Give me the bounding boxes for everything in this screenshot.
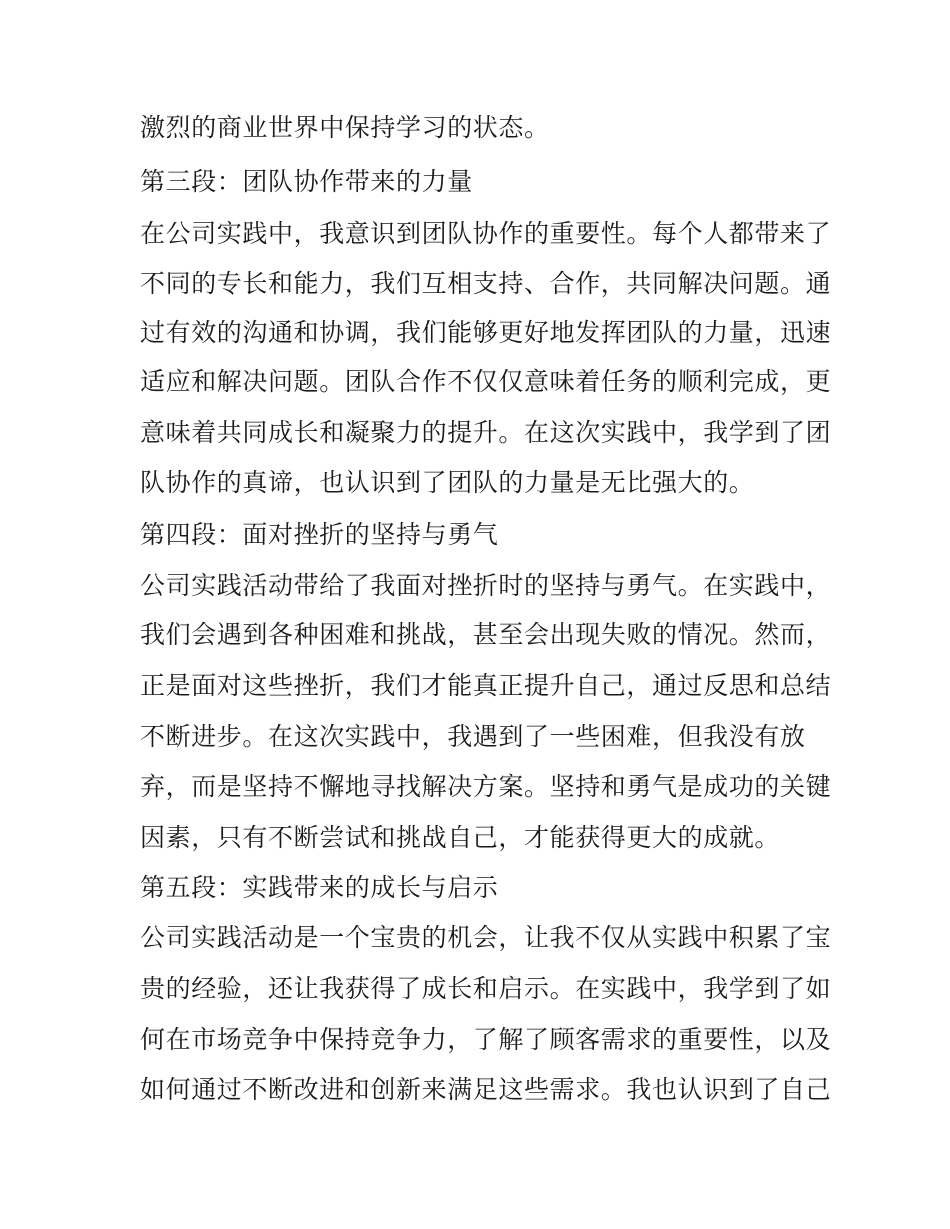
paragraph-line: 弃，而是坚持不懈地寻找解决方案。坚持和勇气是成功的关键	[140, 772, 832, 801]
paragraph-line: 我们会遇到各种困难和挑战，甚至会出现失败的情况。然而，	[140, 620, 832, 649]
paragraph-line: 激烈的商业世界中保持学习的状态。	[140, 113, 550, 142]
paragraph-line: 意味着共同成长和凝聚力的提升。在这次实践中，我学到了团	[140, 418, 832, 447]
paragraph-line: 不同的专长和能力，我们互相支持、合作，共同解决问题。通	[140, 269, 832, 298]
paragraph-line: 如何通过不断改进和创新来满足这些需求。我也认识到了自己	[140, 1075, 832, 1104]
section-heading-5: 第五段：实践带来的成长与启示	[140, 873, 499, 902]
paragraph-line: 贵的经验，还让我获得了成长和启示。在实践中，我学到了如	[140, 974, 832, 1003]
paragraph-line: 在公司实践中，我意识到团队协作的重要性。每个人都带来了	[140, 219, 832, 248]
paragraph-line: 不断进步。在这次实践中，我遇到了一些困难，但我没有放	[140, 722, 806, 751]
paragraph-line: 何在市场竞争中保持竞争力，了解了顾客需求的重要性，以及	[140, 1025, 832, 1054]
paragraph-line: 公司实践活动是一个宝贵的机会，让我不仅从实践中积累了宝	[140, 923, 832, 952]
paragraph-line: 正是面对这些挫折，我们才能真正提升自己，通过反思和总结	[140, 671, 832, 700]
paragraph-line: 因素，只有不断尝试和挑战自己，才能获得更大的成就。	[140, 823, 781, 852]
section-heading-3: 第三段：团队协作带来的力量	[140, 167, 473, 196]
paragraph-line: 公司实践活动带给了我面对挫折时的坚持与勇气。在实践中，	[140, 571, 832, 600]
paragraph-line: 适应和解决问题。团队合作不仅仅意味着任务的顺利完成，更	[140, 367, 832, 396]
paragraph-line: 队协作的真谛，也认识到了团队的力量是无比强大的。	[140, 468, 755, 497]
paragraph-line: 过有效的沟通和协调，我们能够更好地发挥团队的力量，迅速	[140, 318, 832, 347]
section-heading-4: 第四段：面对挫折的坚持与勇气	[140, 520, 499, 549]
